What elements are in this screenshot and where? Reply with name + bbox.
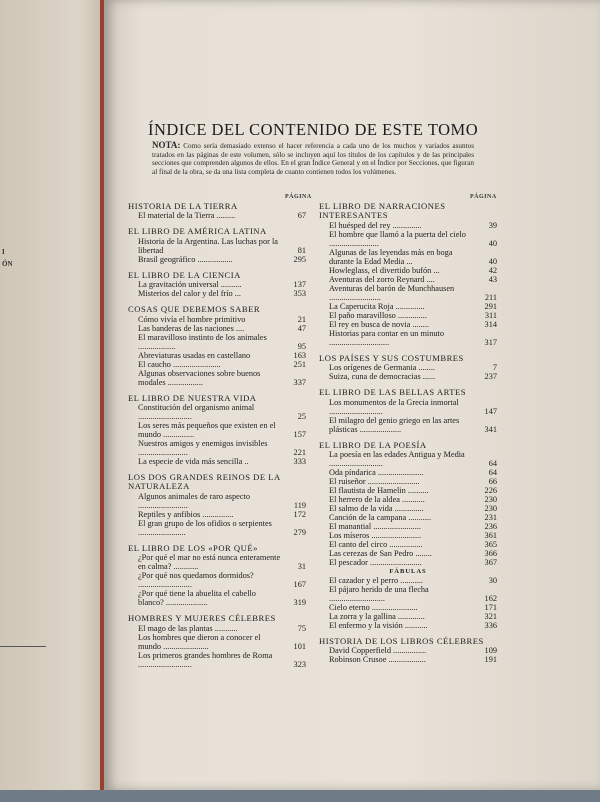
list-item <box>319 646 497 655</box>
index-section <box>128 544 306 607</box>
section-title: EL LIBRO DE LA CIENCIA <box>128 269 241 280</box>
list-item <box>128 324 306 333</box>
list-item <box>128 403 306 421</box>
list-item <box>128 624 306 633</box>
list-item <box>128 553 306 571</box>
entry-title: Nuestros amigos y enemigos invisibles ........................ <box>138 439 268 458</box>
entry-title: ¿Por qué tiene la abuelita el cabello blanco? .................... <box>138 589 256 608</box>
entry-title: El pájaro herido de una flecha ........................... <box>329 585 429 604</box>
entry-page: 157 <box>293 430 306 440</box>
entry-page: 43 <box>488 274 497 284</box>
entry-title: Cielo eterno ...................... <box>329 603 418 613</box>
list-item <box>319 320 497 329</box>
entry-title: Algunas de las leyendas más en boga durante la Edad Media ... <box>329 247 453 266</box>
list-item <box>128 369 306 387</box>
entry-page: 109 <box>484 646 497 656</box>
entry-title: El material de la Tierra ......... <box>138 211 236 221</box>
list-item <box>128 351 306 360</box>
entry-title: El caucho ....................... <box>138 359 221 369</box>
list-item <box>319 248 497 266</box>
list-item <box>128 492 306 510</box>
list-item <box>128 633 306 651</box>
entry-page: 81 <box>297 245 306 255</box>
entry-title: El herrero de la aldea ........... <box>329 495 425 505</box>
entry-title: Los orígenes de Germania ........ <box>329 363 435 373</box>
entry-page: 365 <box>484 540 497 550</box>
index-section <box>319 637 497 664</box>
list-item <box>128 457 306 466</box>
section-title: HISTORIA DE LOS LIBROS CÉLEBRES <box>319 636 484 647</box>
list-item <box>319 468 497 477</box>
column-header-left: PÁGINA <box>285 194 312 200</box>
note-label: NOTA: <box>152 140 181 150</box>
entry-page: 30 <box>488 576 497 586</box>
list-item <box>319 284 497 302</box>
list-item <box>319 612 497 621</box>
entry-title: Suiza, cuna de democracias ...... <box>329 372 436 382</box>
list-item <box>128 589 306 607</box>
left-page <box>0 0 102 790</box>
entry-page: 211 <box>484 292 497 302</box>
section-title: EL LIBRO DE LA POESÍA <box>319 439 427 450</box>
entry-page: 295 <box>293 254 306 264</box>
list-item <box>319 230 497 248</box>
list-item <box>319 486 497 495</box>
entry-page: 230 <box>484 504 497 514</box>
entry-title: Los primeros grandes hombres de Roma .......................... <box>138 650 273 669</box>
index-section <box>319 441 497 630</box>
list-item <box>128 255 306 264</box>
list-item <box>128 510 306 519</box>
entry-title: Reptiles y anfibios ............... <box>138 509 234 519</box>
list-item <box>128 289 306 298</box>
entry-title: El enfermo y la visión ........... <box>329 621 428 631</box>
list-item <box>128 333 306 351</box>
entry-page: 67 <box>297 211 306 221</box>
entry-title: El hombre que llamó a la puerta del cielo ........................ <box>329 229 466 248</box>
list-item <box>319 504 497 513</box>
list-item <box>319 495 497 504</box>
entry-title: Canción de la campana ........... <box>329 513 432 523</box>
entry-page: 231 <box>484 513 497 523</box>
section-title: HISTORIA DE LA TIERRA <box>128 201 238 211</box>
list-item <box>319 531 497 540</box>
entry-title: Misterios del calor y del frío ... <box>138 289 241 299</box>
right-column <box>319 202 497 664</box>
entry-page: 226 <box>484 486 497 496</box>
entry-page: 167 <box>293 580 306 590</box>
section-title: EL LIBRO DE NARRACIONES INTERESANTES <box>319 201 446 221</box>
entry-page: 291 <box>484 301 497 311</box>
entry-page: 31 <box>297 562 306 572</box>
entry-page: 236 <box>484 522 497 532</box>
list-item <box>319 311 497 320</box>
entry-page: 172 <box>293 509 306 519</box>
section-title: EL LIBRO DE NUESTRA VIDA <box>128 392 257 403</box>
list-item <box>319 416 497 434</box>
entry-page: 191 <box>484 655 497 665</box>
entry-page: 361 <box>484 531 497 541</box>
entry-page: 336 <box>484 621 497 631</box>
list-item <box>319 372 497 381</box>
entry-page: 366 <box>484 549 497 559</box>
list-item <box>319 477 497 486</box>
entry-title: El milagro del genio griego en las artes plásticas .................... <box>329 415 460 434</box>
index-section <box>128 614 306 668</box>
entry-title: El pescador ......................... <box>329 558 422 568</box>
note-text: Como sería demasiado extenso el hacer referencia a cada uno de los muchos y variados asuntos tratados en las páginas de este volumen, sólo se incluyen aquí los títulos de los capítulos y de las principales secciones que comprenden algunos de ellos. En el gran Índice General y en el Índice por Secciones, que figuran al final de la obra, se da una lista completa de cuanto contienen todos los volúmenes. <box>152 142 474 176</box>
entry-title: Historia de la Argentina. Las luchas por la libertad <box>138 236 278 255</box>
entry-page: 7 <box>492 363 497 373</box>
list-item <box>319 540 497 549</box>
list-item <box>128 237 306 255</box>
entry-title: Los monumentos de la Grecia inmortal .......................... <box>329 397 459 416</box>
list-item <box>319 302 497 311</box>
index-section <box>319 202 497 347</box>
entry-page: 40 <box>488 256 497 266</box>
entry-title: ¿Por qué el mar no está nunca enteramente en calma? ............ <box>138 553 281 572</box>
list-item <box>128 421 306 439</box>
list-item <box>128 280 306 289</box>
entry-title: La zorra y la gallina ............. <box>329 612 425 622</box>
entry-page: 25 <box>297 412 306 422</box>
entry-title: Cómo vivía el hombre primitivo <box>138 314 246 324</box>
entry-title: El rey en busca de novia ........ <box>329 319 429 329</box>
entry-page: 75 <box>297 623 306 633</box>
entry-title: Las cerezas de San Pedro ........ <box>329 549 432 559</box>
entry-title: El flautista de Hamelin .......... <box>329 486 429 496</box>
entry-page: 319 <box>293 598 306 608</box>
column-header-right: PÁGINA <box>470 194 497 200</box>
entry-page: 341 <box>484 424 497 434</box>
entry-title: El maravilloso instinto de los animales .................. <box>138 332 267 351</box>
note-paragraph <box>152 141 474 176</box>
entry-page: 230 <box>484 495 497 505</box>
entry-title: El canto del circo ................ <box>329 540 423 550</box>
index-section <box>128 473 306 537</box>
entry-page: 39 <box>488 220 497 230</box>
entry-page: 221 <box>293 448 306 458</box>
entry-page: 64 <box>488 468 497 478</box>
list-item <box>319 398 497 416</box>
entry-title: La poesía en las edades Antigua y Media .......................... <box>329 450 465 469</box>
entry-title: Las banderas de las naciones .... <box>138 323 245 333</box>
list-item <box>319 275 497 284</box>
section-title: COSAS QUE DEBEMOS SABER <box>128 304 261 315</box>
section-title: EL LIBRO DE LOS «POR QUÉ» <box>128 542 258 553</box>
entry-page: 64 <box>488 459 497 469</box>
entry-page: 321 <box>484 612 497 622</box>
entry-title: Los seres más pequeños que existen en el mundo ............... <box>138 421 276 440</box>
entry-title: ¿Por qué nos quedamos dormidos? .......................... <box>138 571 254 590</box>
entry-title: Abreviaturas usadas en castellano <box>138 350 251 360</box>
list-item <box>319 549 497 558</box>
section-subheading: FÁBULAS <box>389 568 427 576</box>
index-section <box>128 202 306 220</box>
page-title: ÍNDICE DEL CONTENIDO DE ESTE TOMO <box>148 120 479 139</box>
entry-title: El huésped del rey .............. <box>329 220 422 230</box>
list-item <box>319 585 497 603</box>
entry-title: El ruiseñor ......................... <box>329 477 420 487</box>
list-item <box>128 519 306 537</box>
list-item <box>128 211 306 220</box>
entry-title: El manantial ....................... <box>329 522 421 532</box>
entry-title: Aventuras del zorro Reynard .... <box>329 274 435 284</box>
entry-page: 95 <box>297 341 306 351</box>
index-section <box>128 305 306 386</box>
entry-page: 279 <box>293 527 306 537</box>
entry-title: El paño maravilloso .............. <box>329 310 427 320</box>
list-item <box>319 576 497 585</box>
list-item <box>128 571 306 589</box>
entry-title: Oda píndarica ...................... <box>329 468 424 478</box>
entry-page: 314 <box>484 319 497 329</box>
list-item <box>319 522 497 531</box>
left-column <box>128 202 306 669</box>
index-section <box>128 227 306 263</box>
entry-title: Algunas observaciones sobre buenos modales ................. <box>138 368 261 387</box>
entry-page: 311 <box>484 310 497 320</box>
entry-title: La especie de vida más sencilla .. <box>138 457 249 467</box>
entry-title: Los míseros ........................ <box>329 531 422 541</box>
list-item <box>319 655 497 664</box>
entry-title: El mago de las plantas ........... <box>138 623 238 633</box>
left-page-rule <box>0 646 46 647</box>
entry-page: 137 <box>293 280 306 290</box>
entry-title: Aventuras del barón de Munchhausen ......................... <box>329 283 455 302</box>
entry-title: Algunos animales de raro aspecto ........................ <box>138 491 250 510</box>
entry-title: Howleglass, el divertido bufón ... <box>329 265 440 275</box>
section-title: EL LIBRO DE AMÉRICA LATINA <box>128 226 267 237</box>
entry-title: Los hombres que dieron a conocer el mundo ...................... <box>138 632 261 651</box>
entry-title: Historias para contar en un minuto ............................. <box>329 328 444 347</box>
section-title: EL LIBRO DE LAS BELLAS ARTES <box>319 387 467 398</box>
entry-title: Robinson Crusoe .................. <box>329 655 426 665</box>
section-title: HOMBRES Y MUJERES CÉLEBRES <box>128 613 276 624</box>
entry-page: 317 <box>484 337 497 347</box>
entry-page: 119 <box>293 500 306 510</box>
entry-page: 147 <box>484 406 497 416</box>
list-item <box>319 603 497 612</box>
list-item <box>319 450 497 468</box>
list-item <box>319 363 497 372</box>
entry-title: David Copperfield ................ <box>329 646 427 656</box>
entry-page: 42 <box>488 265 497 275</box>
entry-page: 333 <box>293 457 306 467</box>
list-item <box>319 513 497 522</box>
entry-title: El gran grupo de los ofidios o serpientes ....................... <box>138 518 272 537</box>
index-section <box>319 388 497 433</box>
index-section <box>128 271 306 298</box>
entry-title: Brasil geográfico ................. <box>138 254 233 264</box>
list-item <box>319 221 497 230</box>
entry-title: Constitución del organismo animal .......................... <box>138 403 255 422</box>
list-item <box>319 558 497 567</box>
list-item <box>128 651 306 669</box>
list-item <box>319 621 497 630</box>
section-title: LOS DOS GRANDES REINOS DE LA NATURALEZA <box>128 472 281 492</box>
entry-title: La Caperucita Roja .............. <box>329 301 425 311</box>
entry-title: El cazador y el perro ........... <box>329 576 423 586</box>
entry-page: 163 <box>293 350 306 360</box>
list-item <box>128 439 306 457</box>
index-section <box>128 394 306 466</box>
list-item <box>128 360 306 369</box>
list-item <box>319 329 497 347</box>
entry-page: 237 <box>484 372 497 382</box>
entry-page: 251 <box>293 359 306 369</box>
entry-page: 40 <box>488 238 497 248</box>
list-item <box>319 266 497 275</box>
entry-page: 353 <box>293 289 306 299</box>
entry-title: El salmo de la vida .............. <box>329 504 424 514</box>
entry-page: 47 <box>297 323 306 333</box>
entry-page: 21 <box>297 314 306 324</box>
left-page-snippet: I ÓN <box>2 248 13 268</box>
entry-page: 337 <box>293 377 306 387</box>
index-section <box>319 354 497 381</box>
entry-title: La gravitación universal .......... <box>138 280 242 290</box>
entry-page: 66 <box>488 477 497 487</box>
entry-page: 367 <box>484 558 497 568</box>
entry-page: 162 <box>484 594 497 604</box>
entry-page: 101 <box>293 641 306 651</box>
list-item <box>128 315 306 324</box>
entry-page: 171 <box>484 603 497 613</box>
section-title: LOS PAÍSES Y SUS COSTUMBRES <box>319 352 464 363</box>
entry-page: 323 <box>293 659 306 669</box>
